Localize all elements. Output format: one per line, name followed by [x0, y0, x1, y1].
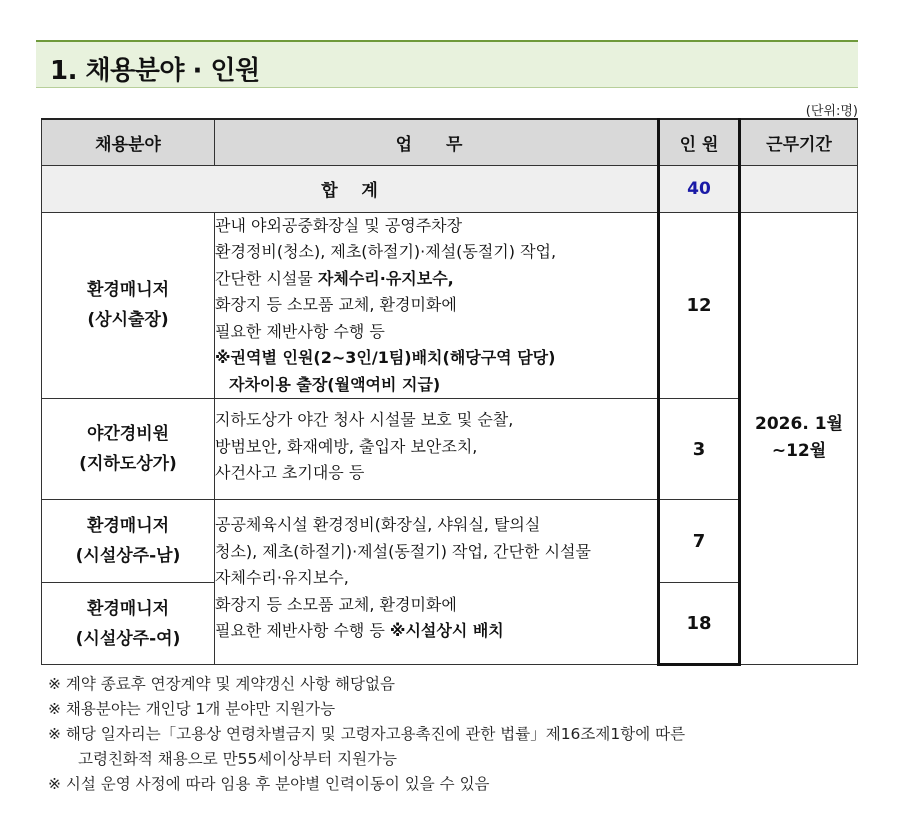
- total-row: [42, 165, 858, 212]
- section-title-bar: [36, 40, 858, 88]
- note-item: ※ 채용분야는 개인당 1개 분야만 지원가능: [48, 700, 336, 718]
- duty-line: 공공체육시설 환경정비(화장실, 샤워실, 탈의실: [215, 515, 541, 534]
- duty-cell: [215, 212, 659, 399]
- note-item: 고령친화적 채용으로 만55세이상부터 지원가능: [78, 750, 397, 768]
- duty-line: 자체수리·유지보수,: [215, 568, 349, 587]
- duty-cell: [215, 399, 659, 500]
- period-cell: [740, 212, 858, 665]
- table-row: [42, 212, 858, 399]
- header-period: 근무기간: [740, 119, 858, 165]
- duty-line: 청소), 제초(하절기)·제설(동절기) 작업, 간단한 시설물: [215, 541, 591, 561]
- note-item: ※ 해당 일자리는「고용상 연령차별금지 및 고령자고용촉진에 관한 법률」제16조제1항에 따른: [48, 725, 686, 743]
- duty-line: 화장지 등 소모품 교체, 환경미화에: [215, 594, 457, 614]
- header-field: 채용분야: [42, 119, 215, 165]
- field-cell: [42, 212, 215, 399]
- duty-line: 관내 야외공중화장실 및 공영주차장: [215, 215, 463, 235]
- table-row: [42, 500, 858, 583]
- duty-line: 환경정비(청소), 제초(하절기)·제설(동절기) 작업,: [215, 242, 557, 261]
- count-cell: 12: [659, 212, 740, 399]
- total-period-empty: [740, 165, 858, 212]
- count-cell: 18: [659, 583, 740, 665]
- notes: [48, 672, 685, 797]
- period-line: 2026. 1월: [755, 413, 843, 434]
- section-title: 1. 채용분야 · 인원: [50, 56, 260, 86]
- count-cell: 3: [659, 399, 740, 500]
- field-sub: (시설상주-여): [75, 628, 181, 649]
- field-cell: [42, 399, 215, 500]
- field-name: 환경매니저: [86, 516, 170, 536]
- shared-duty-cell: [215, 500, 659, 665]
- field-name: 환경매니저: [86, 280, 170, 301]
- field-name: 야간경비원: [86, 424, 170, 444]
- field-sub: (시설상주-남): [75, 546, 181, 566]
- duty-line: 필요한 제반사항 수행 등: [215, 321, 385, 341]
- total-label: 합 계: [42, 165, 659, 212]
- total-value: 40: [659, 165, 740, 212]
- duty-line: 간단한 시설물 자체수리·유지보수,: [215, 268, 454, 288]
- duty-line: 사건사고 초기대응 등: [215, 463, 365, 482]
- duty-note: 자차이용 출장(월액여비 지급): [229, 374, 441, 394]
- table-row: [42, 399, 858, 500]
- unit-label: (단위:명): [805, 104, 858, 119]
- note-item: ※ 계약 종료후 연장계약 및 계약갱신 사항 해당없음: [48, 675, 395, 693]
- field-sub: (지하도상가): [79, 454, 177, 474]
- field-cell: [42, 583, 215, 665]
- recruitment-table: [41, 118, 858, 666]
- duty-line: 방범보안, 화재예방, 출입자 보안조치,: [215, 436, 478, 456]
- header-row: [42, 119, 858, 165]
- duty-line: 화장지 등 소모품 교체, 환경미화에: [215, 295, 457, 314]
- header-count: 인 원: [659, 119, 740, 165]
- field-name: 환경매니저: [86, 598, 170, 619]
- duty-note: ※권역별 인원(2~3인/1팀)배치(해당구역 담당): [215, 348, 556, 367]
- field-cell: [42, 500, 215, 583]
- period-line: ~12월: [771, 440, 827, 461]
- duty-line: 필요한 제반사항 수행 등 ※시설상시 배치: [215, 621, 504, 640]
- note-item: ※ 시설 운영 사정에 따라 임용 후 분야별 인력이동이 있을 수 있음: [48, 775, 490, 793]
- field-sub: (상시출장): [87, 310, 169, 331]
- header-duty: 업 무: [215, 119, 659, 165]
- count-cell: 7: [659, 500, 740, 583]
- duty-line: 지하도상가 야간 청사 시설물 보호 및 순찰,: [215, 410, 514, 429]
